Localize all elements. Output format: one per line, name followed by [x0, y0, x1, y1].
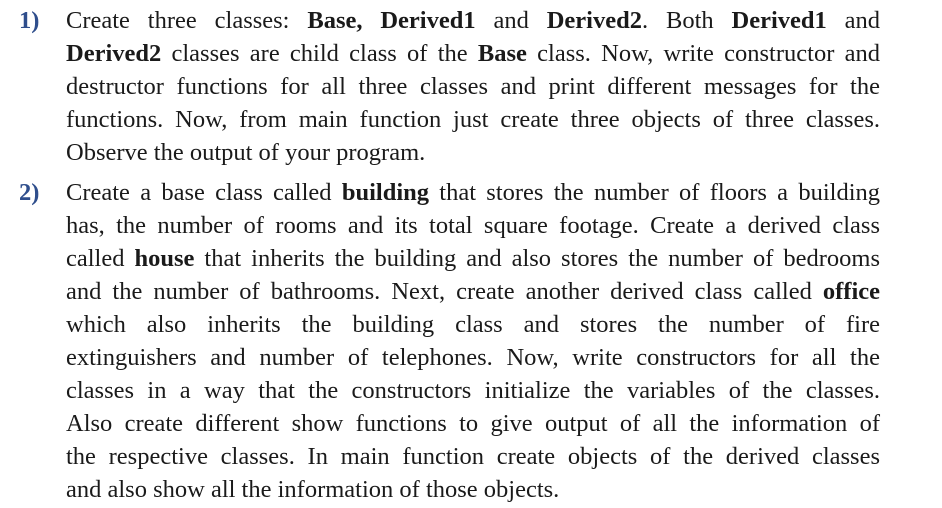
text-run: has, the number of rooms and its total square footage. Create a derived class [66, 212, 880, 239]
text-run: and the number of bathrooms. Next, create another derived class called [66, 278, 823, 305]
text-run: extinguishers and number of telephones. Now, write constructors for all the [66, 344, 880, 371]
text-run: and also show all the information of those objects. [66, 476, 560, 503]
text-run: and [475, 7, 547, 34]
bold-text: building [341, 179, 430, 206]
question-line [66, 242, 880, 275]
bold-text: Derived1 [731, 7, 827, 34]
question-line [66, 473, 880, 506]
bold-text: house [134, 245, 195, 272]
text-run: Create a base class called [66, 179, 342, 206]
question-line [66, 275, 880, 308]
bold-text: Derived2 [546, 7, 642, 34]
question-line [66, 374, 880, 407]
text-run: that stores the number of floors a building [429, 179, 880, 206]
question-line [66, 308, 880, 341]
bold-text: Base [477, 40, 527, 67]
text-run: classes in a way that the constructors initialize the variables of the classes. [66, 377, 880, 404]
question-line [66, 70, 880, 103]
question-line [66, 209, 880, 242]
question-line [66, 37, 880, 70]
text-run: called [66, 245, 135, 272]
text-run: that inherits the building and also stores the number of bedrooms [194, 245, 880, 272]
question-number: 1) [19, 7, 40, 34]
question-line [66, 4, 880, 37]
text-run: Also create different show functions to give output of all the information of [66, 410, 880, 437]
bold-text: Base, Derived1 [307, 7, 476, 34]
question-line [66, 136, 880, 169]
text-run: Create three classes: [66, 7, 308, 34]
text-run: destructor functions for all three classes and print different messages for the [66, 73, 880, 100]
question-line [66, 341, 880, 374]
question-line [66, 407, 880, 440]
text-run: and [826, 7, 881, 34]
text-run: the respective classes. In main function create objects of the derived classes [66, 443, 880, 470]
text-run: Observe the output of your program. [66, 139, 426, 166]
bold-text: office [822, 278, 880, 305]
text-run: classes are child class of the [161, 40, 478, 67]
text-run: class. Now, write constructor and [526, 40, 880, 67]
text-run: which also inherits the building class and stores the number of fire [66, 311, 880, 338]
bold-text: Derived2 [66, 40, 162, 67]
question-number: 2) [19, 179, 40, 206]
question-line [66, 176, 880, 209]
text-run: functions. Now, from main function just create three objects of three classes. [66, 106, 880, 133]
question-line [66, 103, 880, 136]
text-run: . Both [641, 7, 732, 34]
question-line [66, 440, 880, 473]
